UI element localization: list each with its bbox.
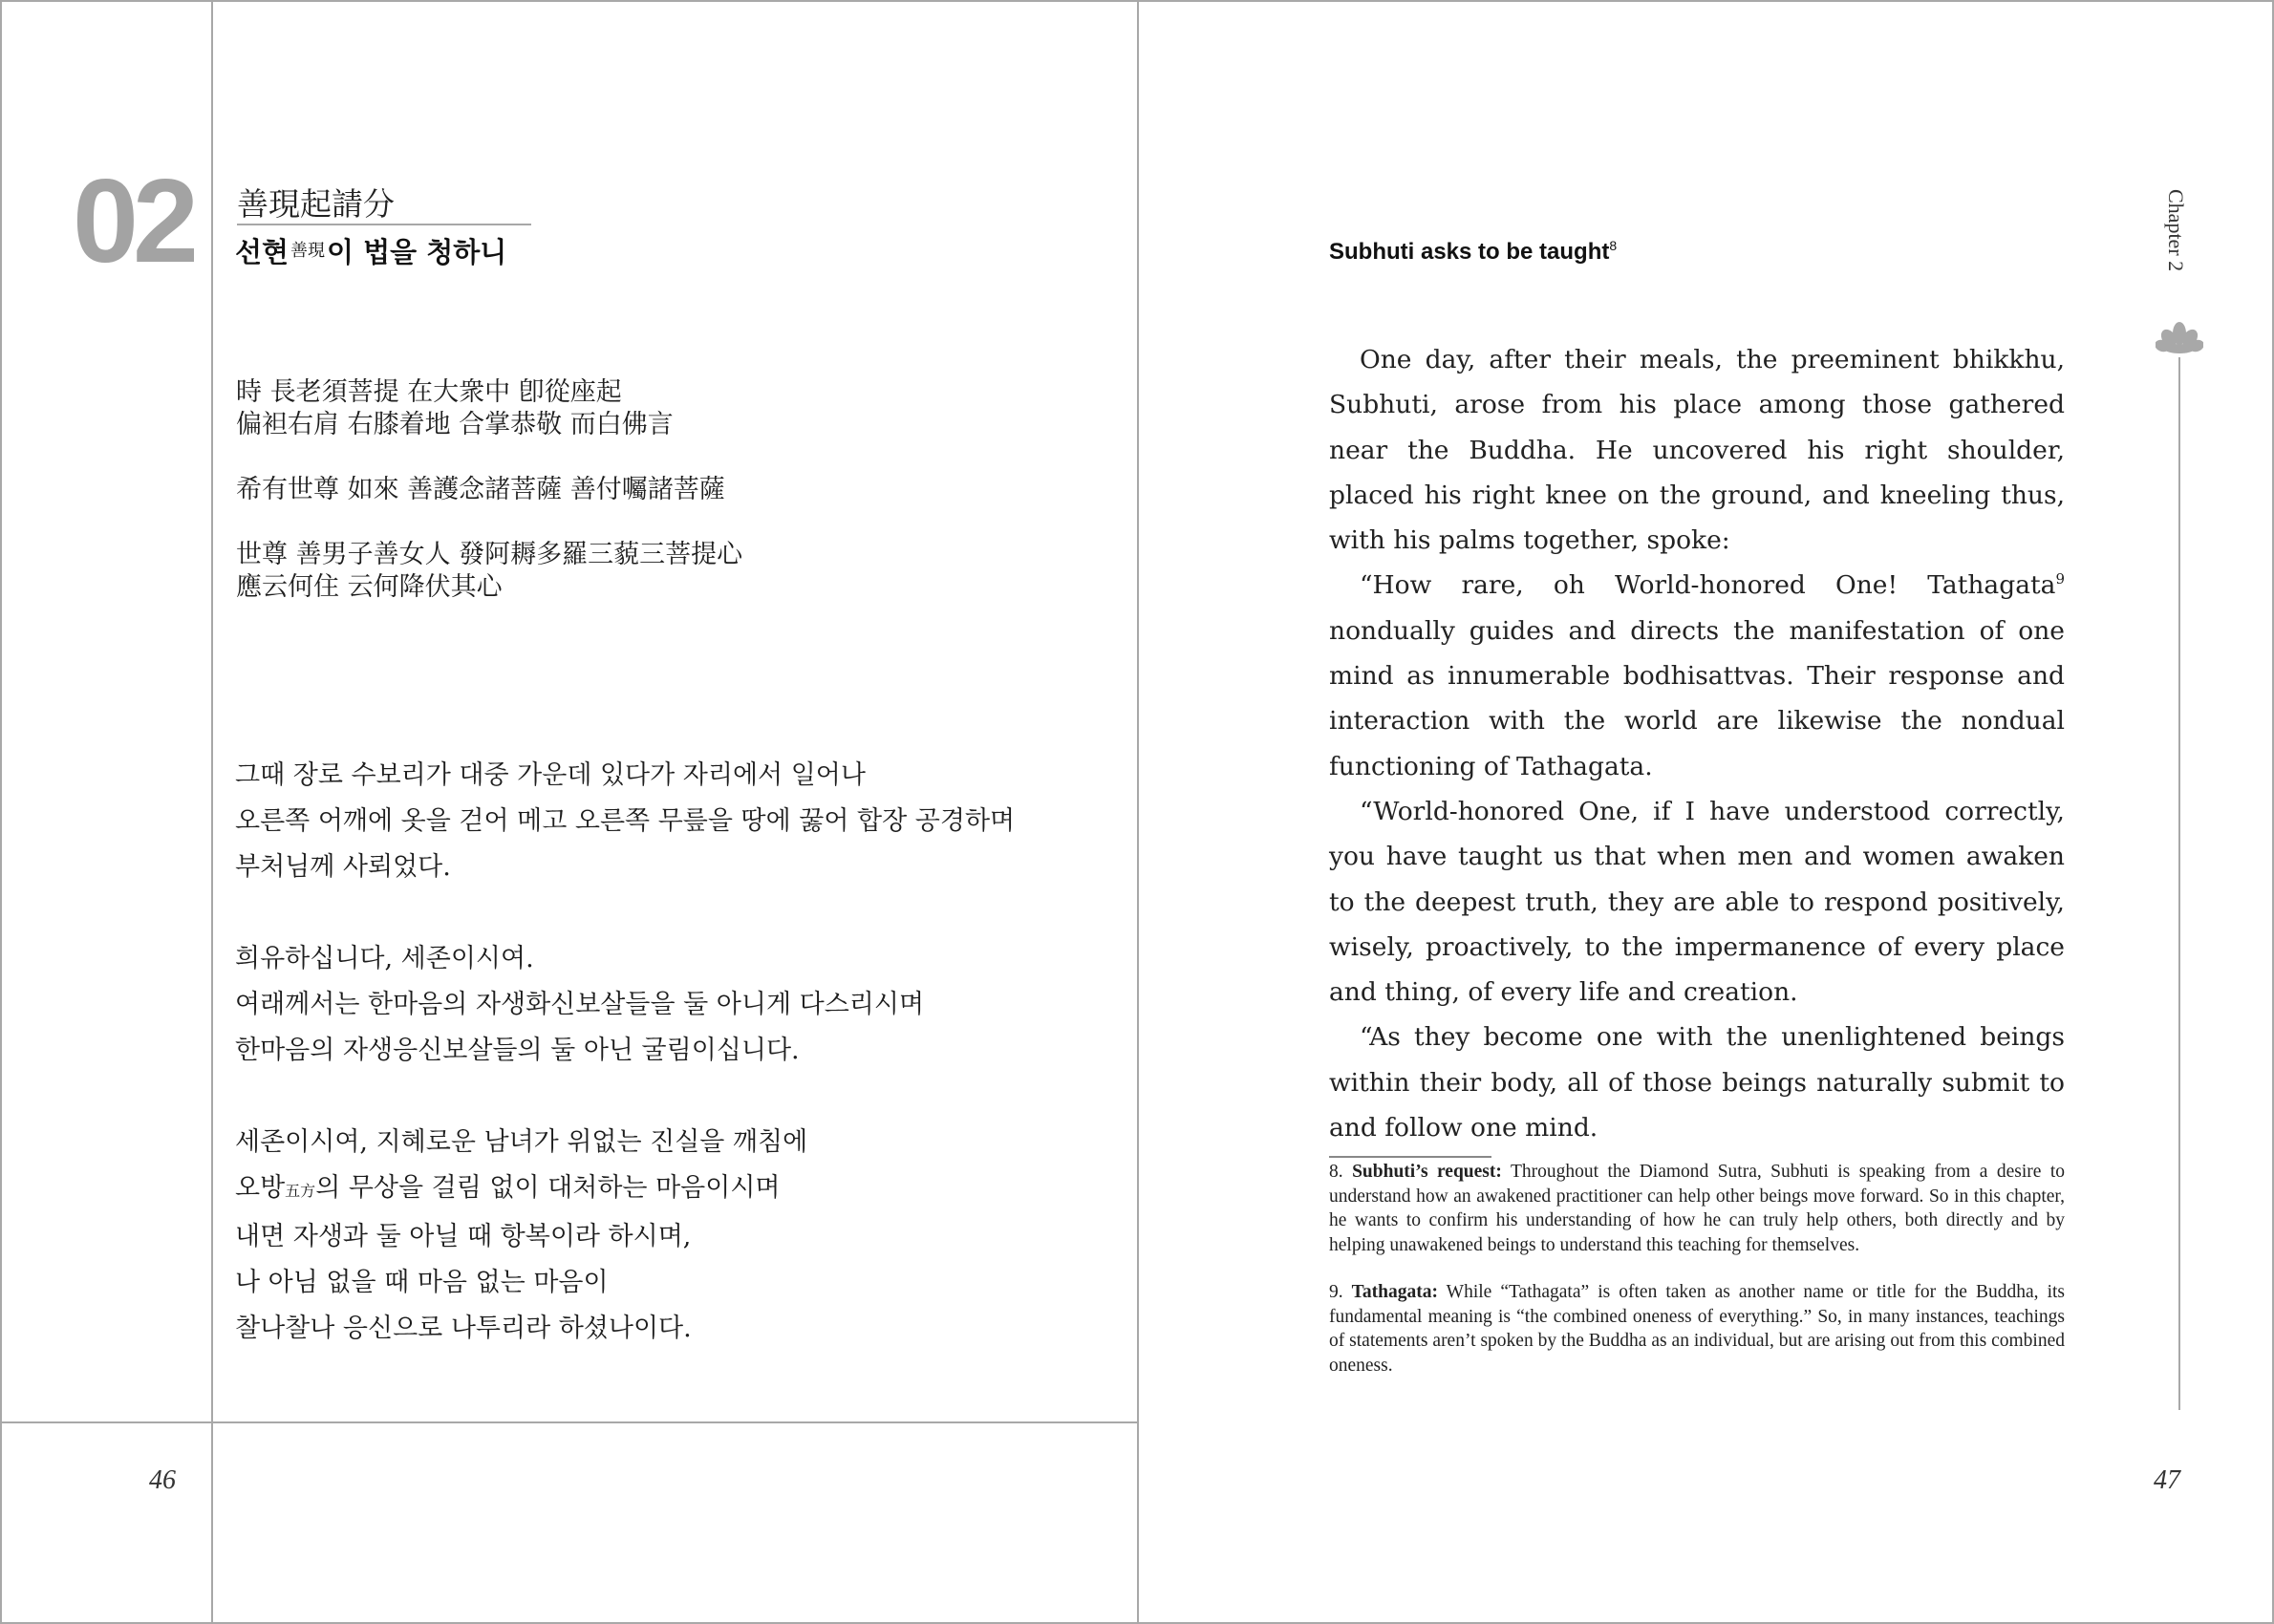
hanja-line: 時 長老須菩提 在大衆中 卽從座起 [236,377,622,407]
hanja-line: 希有世尊 如來 善護念諸菩薩 善付囑諸菩薩 [236,475,725,504]
footnote [1329,1160,2065,1257]
hanja-verse [236,539,742,604]
hanja-line: 偏袒右肩 右膝着地 合掌恭敬 而白佛言 [236,410,674,439]
korean-title-part: 이 법을 청하니 [327,236,507,268]
footnote-text: Throughout the Diamond Sutra, Subhuti is speaking from a desire to understand how an awakened practitioner can help other beings move forward. So in this chapter, he wants to confirm his understanding of how he can truly help others, both directly and by helping unawakened beings to understand this teaching for themselves. [1329,1162,2066,1255]
korean-inline-hanja: 五方 [285,1182,316,1200]
footnote-ref: 9 [2055,570,2065,588]
korean-chapter-title [235,231,506,270]
body-text-part: “How rare, oh World-honored One! Tathagata [1360,570,2056,601]
chapter-number: 02 [73,156,193,288]
chapter-tab-line [2178,357,2180,1410]
hanja-chapter-title: 善現起請分 [237,185,395,223]
body-text-part: nondually guides and directs the manifestation of one mind as innumerable bodhisattvas. Their response and interaction with the world are likewise the nondual functioning of Tathagata. [1329,615,2065,781]
footnote-term: Subhuti’s request: [1352,1162,1502,1182]
korean-paragraph [235,936,924,1074]
korean-line [235,1165,807,1214]
korean-line: 나 아님 없을 때 마음 없는 마음이 [235,1268,609,1297]
footnote-number: 8. [1329,1162,1343,1182]
korean-line: 찰나찰나 응신으로 나투리라 하셨나이다. [235,1314,692,1343]
footnote [1329,1280,2065,1378]
title-underline [237,224,531,225]
korean-line: 세존이시여, 지혜로운 남녀가 위없는 진실을 깨침에 [235,1127,808,1157]
footnotes [1329,1160,2065,1400]
korean-line: 여래께서는 한마음의 자생화신보살들을 둘 아니게 다스리시며 [235,990,925,1019]
footnote-number: 9. [1329,1282,1343,1302]
body-paragraph: “World-honored One, if I have understood correctly, you have taught us that when men and women awaken to the deepest truth, they are able to respond positively, wisely, proactively, to the impermanence of every place and thing, of every life and creation. [1329,796,2065,1008]
footnote-separator [1329,1156,1491,1158]
left-margin-rule [211,2,213,1624]
korean-paragraph [235,1120,807,1352]
footnote-term: Tathagata: [1351,1282,1438,1302]
korean-line-part: 의 무상을 걸림 없이 대처하는 마음이시며 [315,1173,781,1203]
body-paragraph: One day, after their meals, the preeminent bhikkhu, Subhuti, arose from his place among those gathered near the Buddha. He uncovered his right shoulder, placed his right knee on the ground, and kneeling thus, with his palms together, spoke: [1329,345,2065,556]
korean-paragraph [235,753,1015,890]
section-title-text: Subhuti asks to be taught [1329,239,1610,265]
korean-line: 오른쪽 어깨에 옷을 걷어 메고 오른쪽 무릎을 땅에 꿇어 합장 공경하며 [235,806,1016,836]
footnote-text: While “Tathagata” is often taken as another name or title for the Buddha, its fundamental meaning is “the combined oneness of everything.” So, in many instances, teachings of statements aren’t spoken by the Buddha as an individual, but are arising out from this combined oneness. [1329,1282,2065,1376]
korean-title-hanja: 善現 [290,241,326,261]
body-paragraph [1329,563,2065,788]
body-text [1329,337,2065,1150]
footer-rule [2,1421,1137,1423]
korean-line: 내면 자생과 둘 아닐 때 항복이라 하시며, [235,1222,692,1251]
hanja-line: 應云何住 云何降伏其心 [236,572,503,602]
korean-line: 그때 장로 수보리가 대중 가운데 있다가 자리에서 일어나 [235,760,866,790]
hanja-verse [236,474,725,506]
section-title [1329,238,1617,266]
page-number-left: 46 [149,1465,176,1495]
korean-line: 한마음의 자생응신보살들의 둘 아닌 굴림이십니다. [235,1036,800,1065]
body-paragraph: “As they become one with the unenlightened beings within their body, all of those beings naturally submit to and follow one mind. [1329,1022,2065,1143]
chapter-tab-label: Chapter 2 [2164,189,2188,272]
hanja-line: 世尊 善男子善女人 發阿耨多羅三藐三菩提心 [236,540,743,569]
korean-title-part: 선현 [235,236,290,268]
footnote-ref: 8 [1609,238,1618,253]
korean-line: 부처님께 사뢰었다. [235,852,451,882]
gutter-rule [1137,2,1139,1624]
korean-line: 희유하십니다, 세존이시여. [235,944,534,973]
korean-line-part: 오방 [235,1173,286,1203]
hanja-verse [236,376,674,441]
page-number-right: 47 [2154,1465,2180,1495]
